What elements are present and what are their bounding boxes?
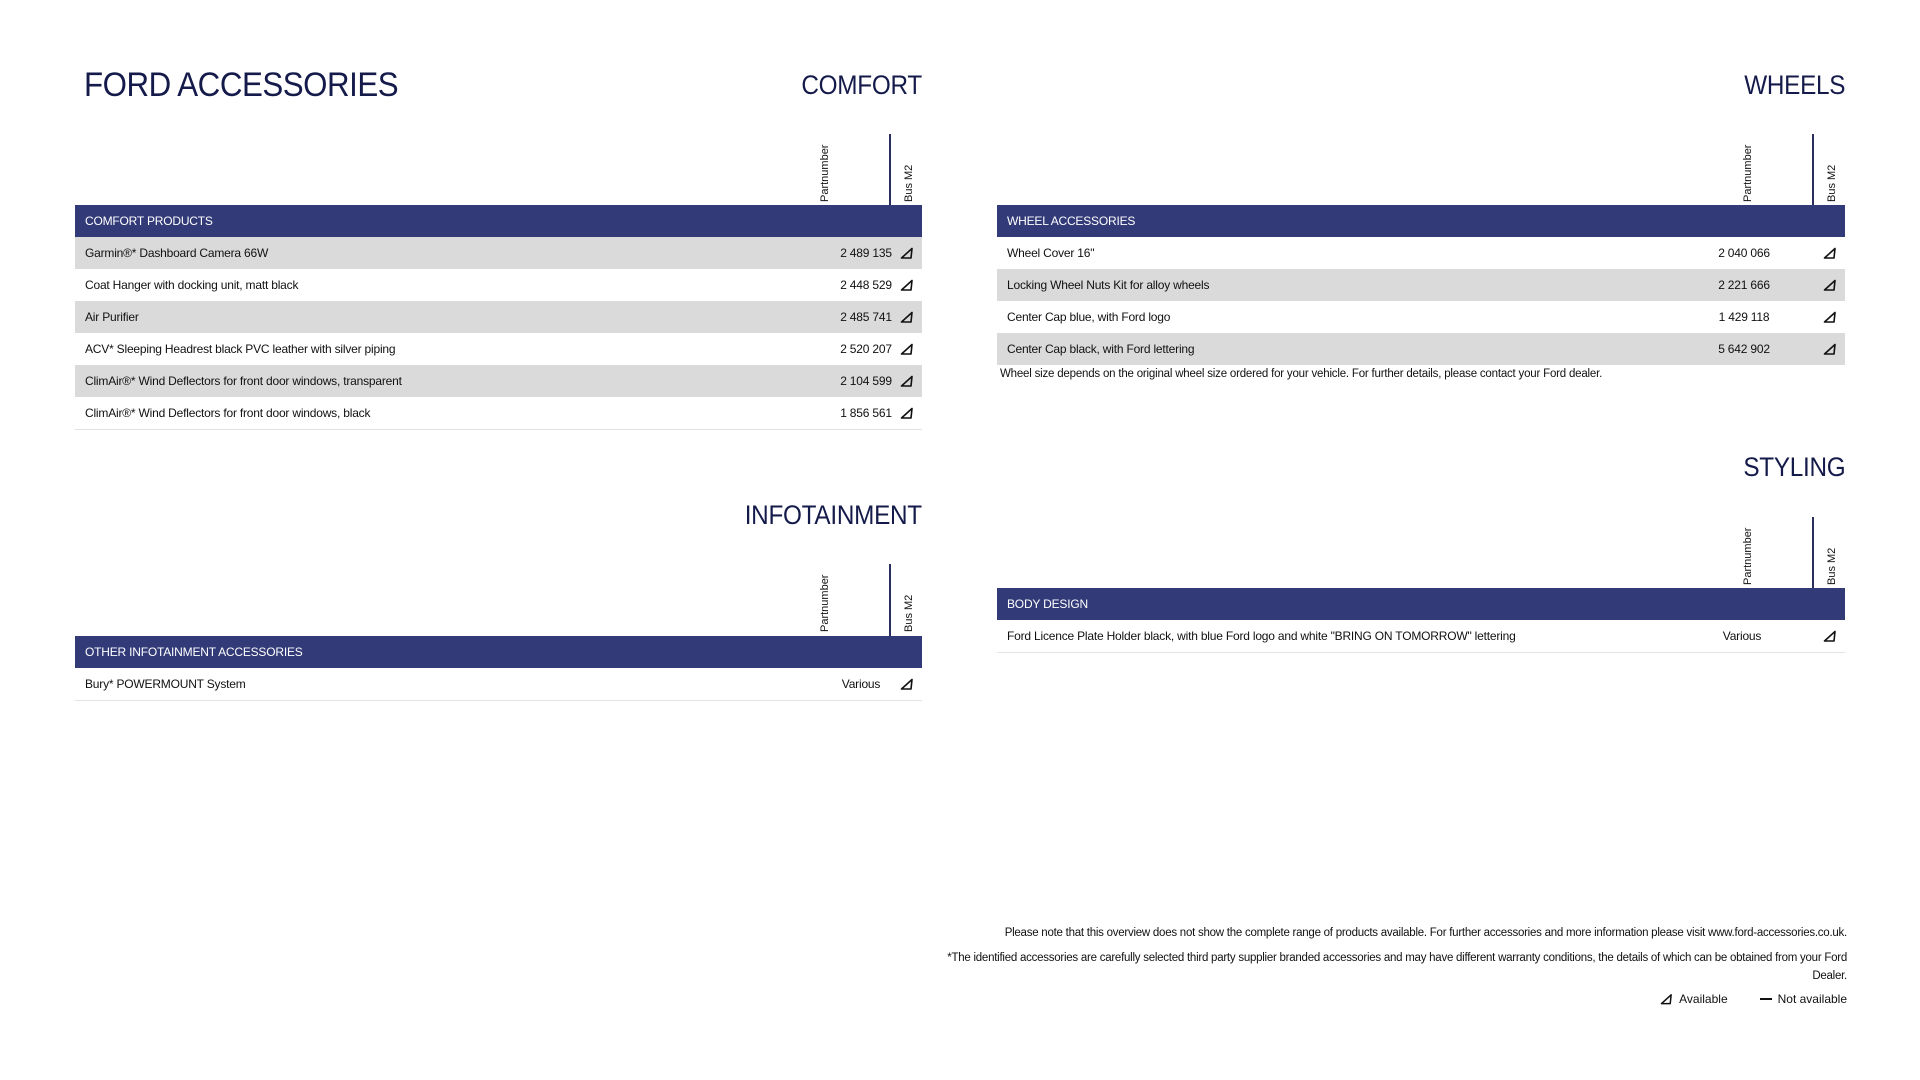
table-comfort	[75, 205, 922, 430]
column-divider	[889, 134, 891, 206]
column-divider	[1812, 517, 1814, 589]
column-header-model: Bus M2	[1826, 164, 1838, 202]
footer-notes	[947, 924, 1847, 985]
available-icon	[1823, 630, 1837, 642]
column-header-model: Bus M2	[903, 594, 915, 632]
wheel-size-note: Wheel size depends on the original wheel size ordered for your vehicle. For further details, please contact your Ford dealer.	[1000, 368, 1603, 380]
column-header-model: Bus M2	[903, 164, 915, 202]
column-divider	[1812, 134, 1814, 206]
item-name: ClimAir®* Wind Deflectors for front door windows, black	[85, 406, 371, 420]
footer-line-warranty: *The identified accessories are carefully selected third party supplier branded accessories and may have different warranty conditions, the details of which can be obtained from your Ford	[947, 952, 1847, 964]
group-header: OTHER INFOTAINMENT ACCESSORIES	[75, 636, 922, 668]
column-header-partnumber: Partnumber	[1742, 144, 1754, 202]
not-available-icon	[1760, 998, 1772, 1000]
legend	[1660, 992, 1847, 1006]
item-name: Ford Licence Plate Holder black, with blue Ford logo and white "BRING ON TOMORROW" lettering	[1007, 629, 1516, 643]
table-row	[75, 269, 922, 301]
footer-line-range: Please note that this overview does not show the complete range of products available. For further accessories and more information please visit www.ford-accessories.co.uk.	[1004, 927, 1847, 939]
part-number: Various	[841, 677, 881, 691]
item-name: Coat Hanger with docking unit, matt black	[85, 278, 299, 292]
section-title-wheels: WHEELS	[1743, 70, 1845, 100]
table-bottom-border	[75, 429, 922, 430]
available-icon	[900, 311, 914, 323]
part-number: 2 040 066	[1718, 246, 1770, 260]
part-number: 1 429 118	[1718, 310, 1770, 324]
available-icon	[1823, 311, 1837, 323]
table-row	[997, 301, 1845, 333]
available-icon	[900, 375, 914, 387]
table-row	[75, 668, 922, 700]
table-wheels	[997, 205, 1845, 365]
table-bottom-border	[75, 700, 922, 701]
available-icon	[900, 343, 914, 355]
item-name: Bury* POWERMOUNT System	[85, 677, 246, 691]
table-row	[997, 620, 1845, 652]
column-header-partnumber: Partnumber	[819, 574, 831, 632]
part-number: 2 485 741	[840, 310, 892, 324]
table-row	[997, 333, 1845, 365]
table-row	[75, 333, 922, 365]
table-bottom-border	[997, 652, 1845, 653]
part-number: 2 221 666	[1718, 278, 1770, 292]
item-name: Air Purifier	[85, 310, 139, 324]
available-icon	[1823, 247, 1837, 259]
part-number: 5 642 902	[1718, 342, 1770, 356]
table-row	[75, 237, 922, 269]
available-icon	[1823, 279, 1837, 291]
section-title-infotainment: INFOTAINMENT	[744, 500, 922, 530]
section-title-styling: STYLING	[1742, 452, 1845, 482]
page-title: FORD ACCESSORIES	[84, 66, 399, 104]
part-number: Various	[1722, 629, 1762, 643]
item-name: Center Cap blue, with Ford logo	[1007, 310, 1171, 324]
legend-not-available: Not available	[1777, 992, 1847, 1006]
column-header-model: Bus M2	[1826, 547, 1838, 585]
group-header: COMFORT PRODUCTS	[75, 205, 922, 237]
column-header-partnumber: Partnumber	[1742, 527, 1754, 585]
available-icon	[1823, 343, 1837, 355]
part-number: 2 104 599	[840, 374, 892, 388]
item-name: Center Cap black, with Ford lettering	[1007, 342, 1195, 356]
available-icon	[900, 279, 914, 291]
available-icon	[1660, 993, 1673, 1005]
available-icon	[900, 247, 914, 259]
item-name: Wheel Cover 16"	[1007, 246, 1095, 260]
part-number: 2 448 529	[840, 278, 892, 292]
column-header-partnumber: Partnumber	[819, 144, 831, 202]
part-number: 1 856 561	[840, 406, 892, 420]
table-row	[75, 397, 922, 429]
part-number: 2 520 207	[840, 342, 892, 356]
available-icon	[900, 678, 914, 690]
table-row	[75, 365, 922, 397]
item-name: Garmin®* Dashboard Camera 66W	[85, 246, 269, 260]
group-header: BODY DESIGN	[997, 588, 1845, 620]
group-header: WHEEL ACCESSORIES	[997, 205, 1845, 237]
item-name: ClimAir®* Wind Deflectors for front door windows, transparent	[85, 374, 402, 388]
available-icon	[900, 407, 914, 419]
part-number: 2 489 135	[840, 246, 892, 260]
footer-line-dealer: Dealer.	[1812, 970, 1847, 982]
section-title-comfort: COMFORT	[801, 70, 922, 100]
item-name: ACV* Sleeping Headrest black PVC leather with silver piping	[85, 342, 396, 356]
table-row	[75, 301, 922, 333]
legend-available: Available	[1679, 992, 1728, 1006]
table-infotainment	[75, 636, 922, 701]
table-row	[997, 269, 1845, 301]
item-name: Locking Wheel Nuts Kit for alloy wheels	[1007, 278, 1210, 292]
table-styling	[997, 588, 1845, 653]
column-divider	[889, 564, 891, 636]
table-row	[997, 237, 1845, 269]
